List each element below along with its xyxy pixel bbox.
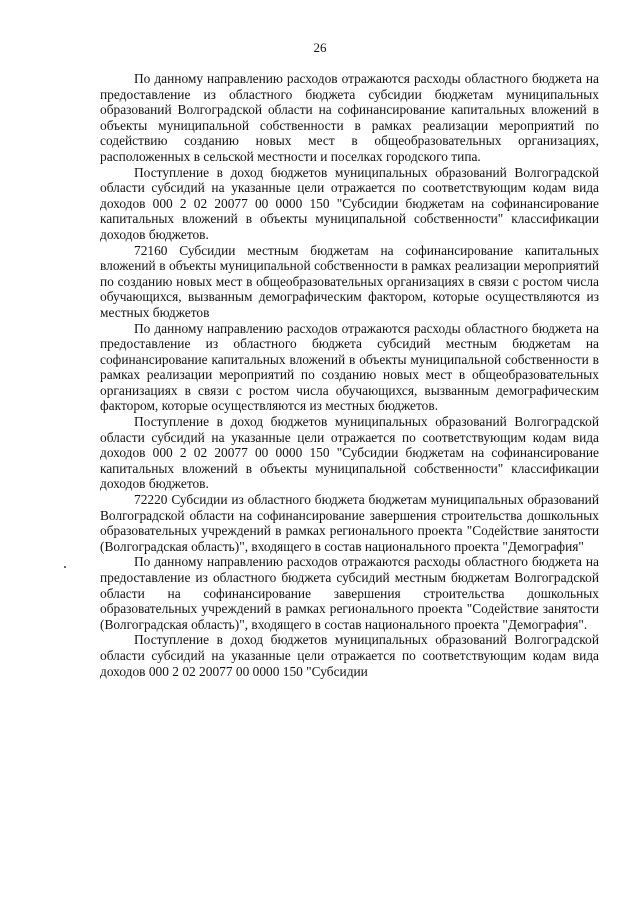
- margin-mark: [64, 566, 66, 568]
- paragraph-7: По данному направлению расходов отражаются расходы областного бюджета на предоставление из областного бюджета субсидий местным бюджетам Волгоградской области на софинансирование завершения строительства дошкольных образовательных учреждений в рамках регионального проекта "Содействие занятости (Волгоградская область)", входящего в состав национального проекта "Демография".: [100, 554, 599, 632]
- paragraph-5: Поступление в доход бюджетов муниципальных образований Волгоградской области субсидий на указанные цели отражается по соответствующим кодам вида доходов 000 2 02 20077 00 0000 150 "Субсидии бюджетам на софинансирование капитальных вложений в объекты муниципальной собственности" классификации доходов бюджетов.: [100, 414, 599, 492]
- paragraph-1: По данному направлению расходов отражаются расходы областного бюджета на предоставление из областного бюджета субсидии бюджетам муниципальных образований Волгоградской области на софинансирование капитальных вложений в объекты муниципальной собственности в рамках реализации мероприятий по содействию созданию новых мест в общеобразовательных организациях, расположенных в сельской местности и поселках городского типа.: [100, 71, 599, 164]
- page-number: 26: [313, 40, 327, 55]
- paragraph-4: По данному направлению расходов отражаются расходы областного бюджета на предоставление из областного бюджета субсидий местным бюджетам на софинансирование капитальных вложений в объекты муниципальной собственности в рамках реализации мероприятий по созданию новых мест в общеобразовательных организациях в связи с ростом числа обучающихся, вызванным демографическим фактором, которые осуществляются из местных бюджетов.: [100, 320, 599, 414]
- document-body: [100, 71, 599, 679]
- paragraph-2: Поступление в доход бюджетов муниципальных образований Волгоградской области субсидий на указанные цели отражается по соответствующим кодам вида доходов 000 2 02 20077 00 0000 150 "Субсидии бюджетам на софинансирование капитальных вложений в объекты муниципальной собственности" классификации доходов бюджетов.: [100, 164, 599, 242]
- paragraph-8: Поступление в доход бюджетов муниципальных образований Волгоградской области субсидий на указанные цели отражается по соответствующим кодам вида доходов 000 2 02 20077 00 0000 150 "Субсидии: [100, 632, 599, 679]
- paragraph-6: 72220 Субсидии из областного бюджета бюджетам муниципальных образований Волгоградской области на софинансирование завершения строительства дошкольных образовательных учреждений в рамках регионального проекта "Содействие занятости (Волгоградская область)", входящего в состав национального проекта "Демография": [100, 492, 599, 554]
- paragraph-3: 72160 Субсидии местным бюджетам на софинансирование капитальных вложений в объекты муниципальной собственности в рамках реализации мероприятий по созданию новых мест в общеобразовательных организациях в связи с ростом числа обучающихся, вызванным демографическим фактором, которые осуществляются из местных бюджетов: [100, 242, 599, 320]
